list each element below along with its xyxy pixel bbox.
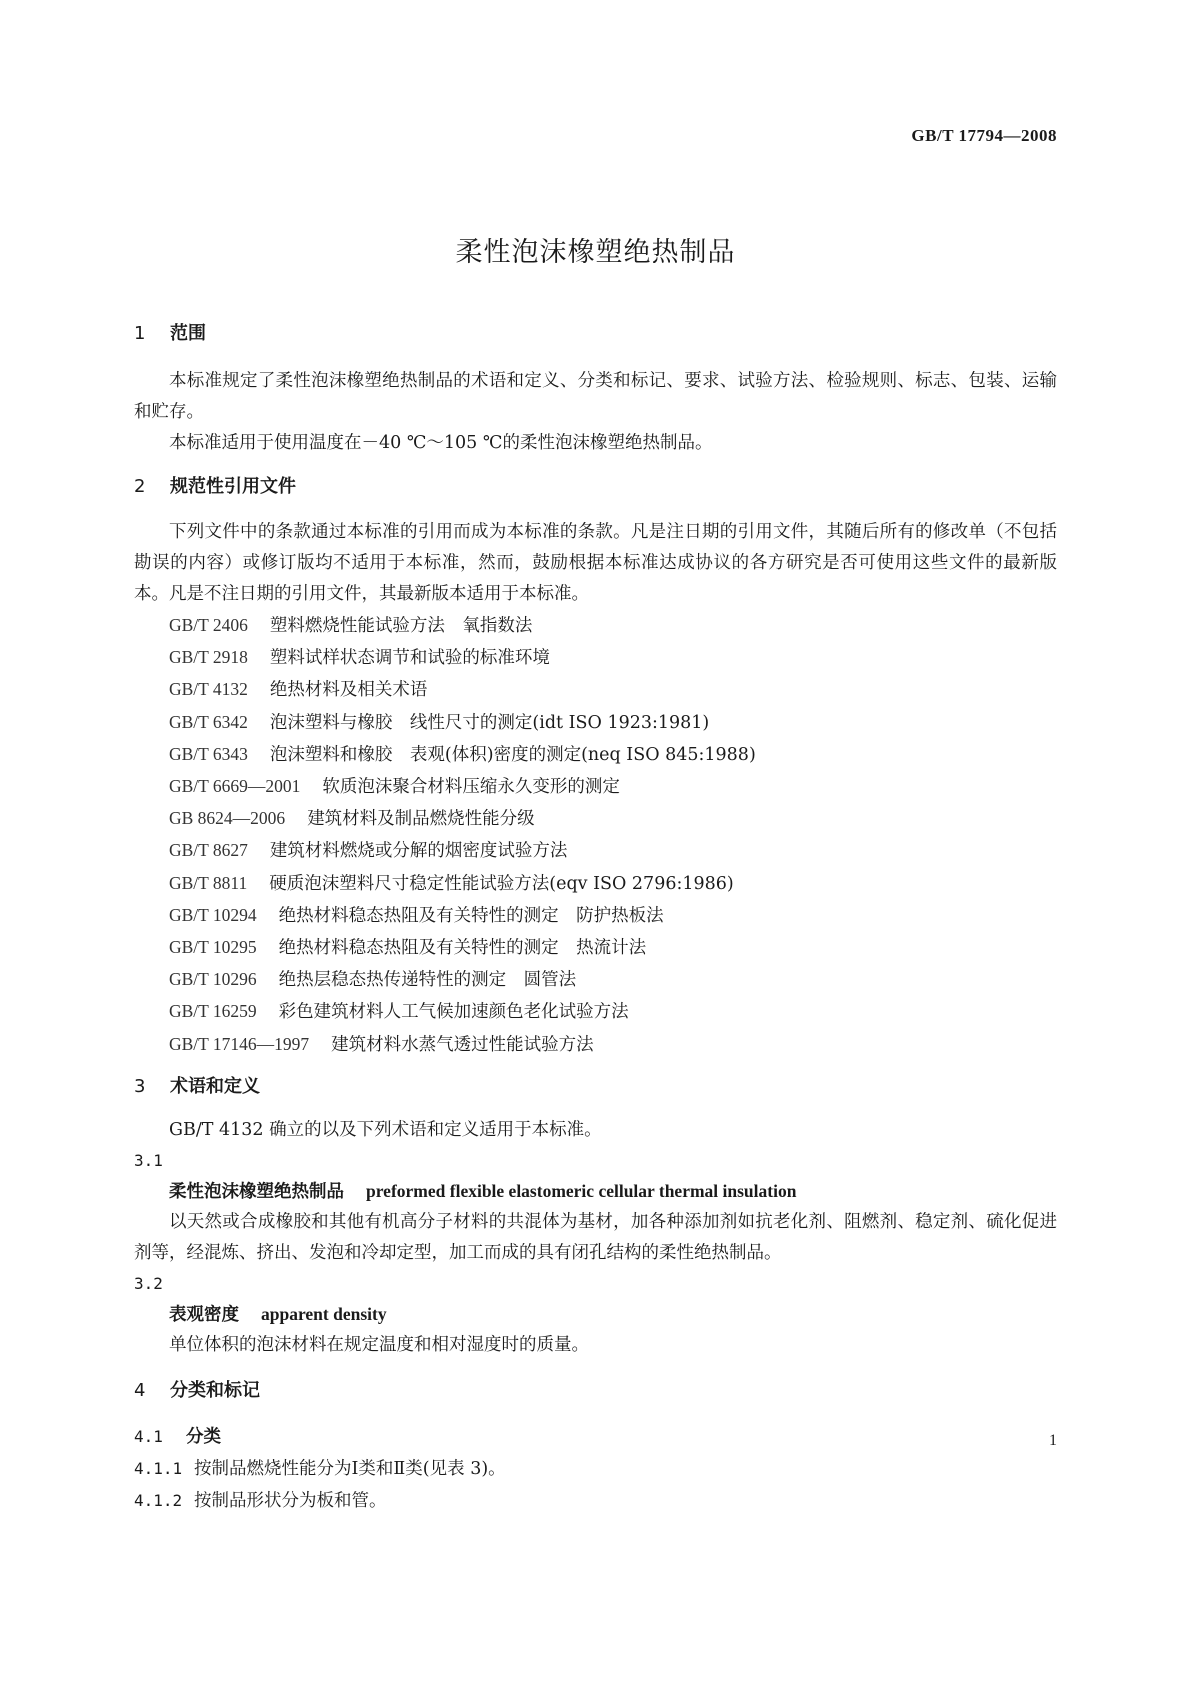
- term-english: preformed flexible elastomeric cellular thermal insulation: [366, 1180, 797, 1201]
- reference-item: [134, 739, 1057, 771]
- clause-text: 按制品燃烧性能分为Ⅰ类和Ⅱ类(见表 3)。: [194, 1458, 506, 1479]
- section-4-heading: [134, 1377, 1057, 1405]
- reference-item: [134, 803, 1057, 835]
- section-title: 范围: [170, 323, 206, 344]
- reference-title: 泡沫塑料和橡胶 表观(体积)密度的测定(neq ISO 845:1988): [269, 744, 756, 765]
- reference-title: 软质泡沫聚合材料压缩永久变形的测定: [322, 777, 620, 798]
- clause-number: 4.1.1: [134, 1458, 183, 1478]
- paragraph: 下列文件中的条款通过本标准的引用而成为本标准的条款。凡是注日期的引用文件，其随后所有的修改单（不包括勘误的内容）或修订版均不适用于本标准，然而，鼓励根据本标准达成协议的各方研究是否可使用这些文件的最新版本。凡是不注日期的引用文件，其最新版本适用于本标准。: [134, 522, 1057, 604]
- reference-item: [134, 642, 1057, 674]
- reference-code: GB/T 6343: [169, 743, 248, 764]
- reference-title: 塑料试样状态调节和试验的标准环境: [269, 648, 550, 669]
- reference-item: [134, 1029, 1057, 1061]
- reference-code: GB/T 17146—1997: [169, 1033, 310, 1054]
- clause-number: 4.1.2: [134, 1490, 183, 1510]
- reference-title: 绝热材料稳态热阻及有关特性的测定 热流计法: [278, 938, 647, 959]
- reference-title: 泡沫塑料与橡胶 线性尺寸的测定(idt ISO 1923:1981): [269, 712, 710, 733]
- reference-code: GB/T 10296: [169, 969, 257, 990]
- reference-code: GB/T 10295: [169, 937, 257, 958]
- reference-item: [134, 835, 1057, 867]
- reference-item: [134, 674, 1057, 706]
- term-definition: 单位体积的泡沫材料在规定温度和相对湿度时的质量。: [169, 1334, 589, 1355]
- clause-text: 按制品形状分为板和管。: [194, 1490, 387, 1511]
- section-title: 术语和定义: [170, 1075, 260, 1097]
- reference-code: GB/T 6342: [169, 711, 248, 732]
- paragraph: GB/T 4132 确立的以及下列术语和定义适用于本标准。: [169, 1119, 602, 1140]
- reference-title: 建筑材料水蒸气透过性能试验方法: [331, 1034, 594, 1055]
- section-title: 分类和标记: [170, 1379, 260, 1401]
- term-chinese: 表观密度: [169, 1304, 239, 1325]
- reference-code: GB/T 10294: [169, 904, 257, 925]
- term-number: 3.2: [134, 1273, 163, 1293]
- reference-item: [134, 900, 1057, 932]
- reference-code: GB/T 8627: [169, 840, 248, 861]
- term-number: 3.1: [134, 1150, 163, 1170]
- clause: [134, 1453, 1057, 1485]
- section-number: 1: [134, 323, 146, 344]
- reference-code: GB/T 2918: [169, 647, 248, 668]
- reference-item: [134, 771, 1057, 803]
- section-number: 3: [134, 1075, 146, 1097]
- section-2-heading: [134, 473, 1057, 501]
- section-3-heading: [134, 1073, 1057, 1101]
- section-title: 规范性引用文件: [170, 476, 296, 497]
- section-number: 2: [134, 476, 146, 497]
- reference-title: 硬质泡沫塑料尺寸稳定性能试验方法(eqv ISO 2796:1986): [269, 873, 734, 894]
- clause-text: 分类: [186, 1426, 221, 1447]
- reference-item: [134, 996, 1057, 1028]
- document-body: [134, 320, 1057, 1517]
- reference-item: [134, 707, 1057, 739]
- reference-title: 绝热材料及相关术语: [269, 680, 428, 701]
- section-1-heading: [134, 320, 1057, 348]
- paragraph: 本标准规定了柔性泡沫橡塑绝热制品的术语和定义、分类和标记、要求、试验方法、检验规则、标志、包装、运输和贮存。: [134, 371, 1057, 422]
- reference-title: 塑料燃烧性能试验方法 氧指数法: [269, 616, 533, 636]
- reference-item: [134, 610, 1057, 642]
- term-entry: [134, 1176, 1057, 1207]
- reference-code: GB/T 16259: [169, 1001, 257, 1022]
- standard-code: GB/T 17794—2008: [911, 126, 1057, 145]
- document-title: 柔性泡沫橡塑绝热制品: [455, 237, 736, 268]
- reference-item: [134, 868, 1057, 900]
- term-chinese: 柔性泡沫橡塑绝热制品: [169, 1181, 344, 1202]
- reference-code: GB/T 6669—2001: [169, 776, 301, 797]
- reference-title: 绝热材料稳态热阻及有关特性的测定 防护热板法: [278, 905, 664, 926]
- reference-title: 建筑材料及制品燃烧性能分级: [307, 809, 535, 830]
- section-number: 4: [134, 1379, 146, 1401]
- reference-title: 彩色建筑材料人工气候加速颜色老化试验方法: [278, 1002, 629, 1023]
- reference-code: GB/T 8811: [169, 872, 248, 893]
- reference-code: GB/T 4132: [169, 679, 248, 700]
- reference-title: 绝热层稳态热传递特性的测定 圆管法: [278, 970, 577, 991]
- reference-item: [134, 964, 1057, 996]
- clause-number: 4.1: [134, 1426, 163, 1446]
- reference-code: GB 8624—2006: [169, 808, 286, 829]
- clause: [134, 1485, 1057, 1517]
- reference-code: GB/T 2406: [169, 615, 248, 635]
- paragraph: 本标准适用于使用温度在－40 ℃～105 ℃的柔性泡沫橡塑绝热制品。: [169, 433, 713, 453]
- reference-list: [134, 610, 1057, 1061]
- reference-title: 建筑材料燃烧或分解的烟密度试验方法: [269, 841, 568, 862]
- term-english: apparent density: [261, 1303, 387, 1324]
- reference-item: [134, 932, 1057, 964]
- term-definition: 以天然或合成橡胶和其他有机高分子材料的共混体为基材，加各种添加剂如抗老化剂、阻燃剂、稳定剂、硫化促进剂等，经混炼、挤出、发泡和冷却定型，加工而成的具有闭孔结构的柔性绝热制品。: [134, 1211, 1057, 1263]
- clause-heading: [134, 1421, 1057, 1453]
- page-number: 1: [1049, 1432, 1057, 1449]
- term-entry: [134, 1299, 1057, 1330]
